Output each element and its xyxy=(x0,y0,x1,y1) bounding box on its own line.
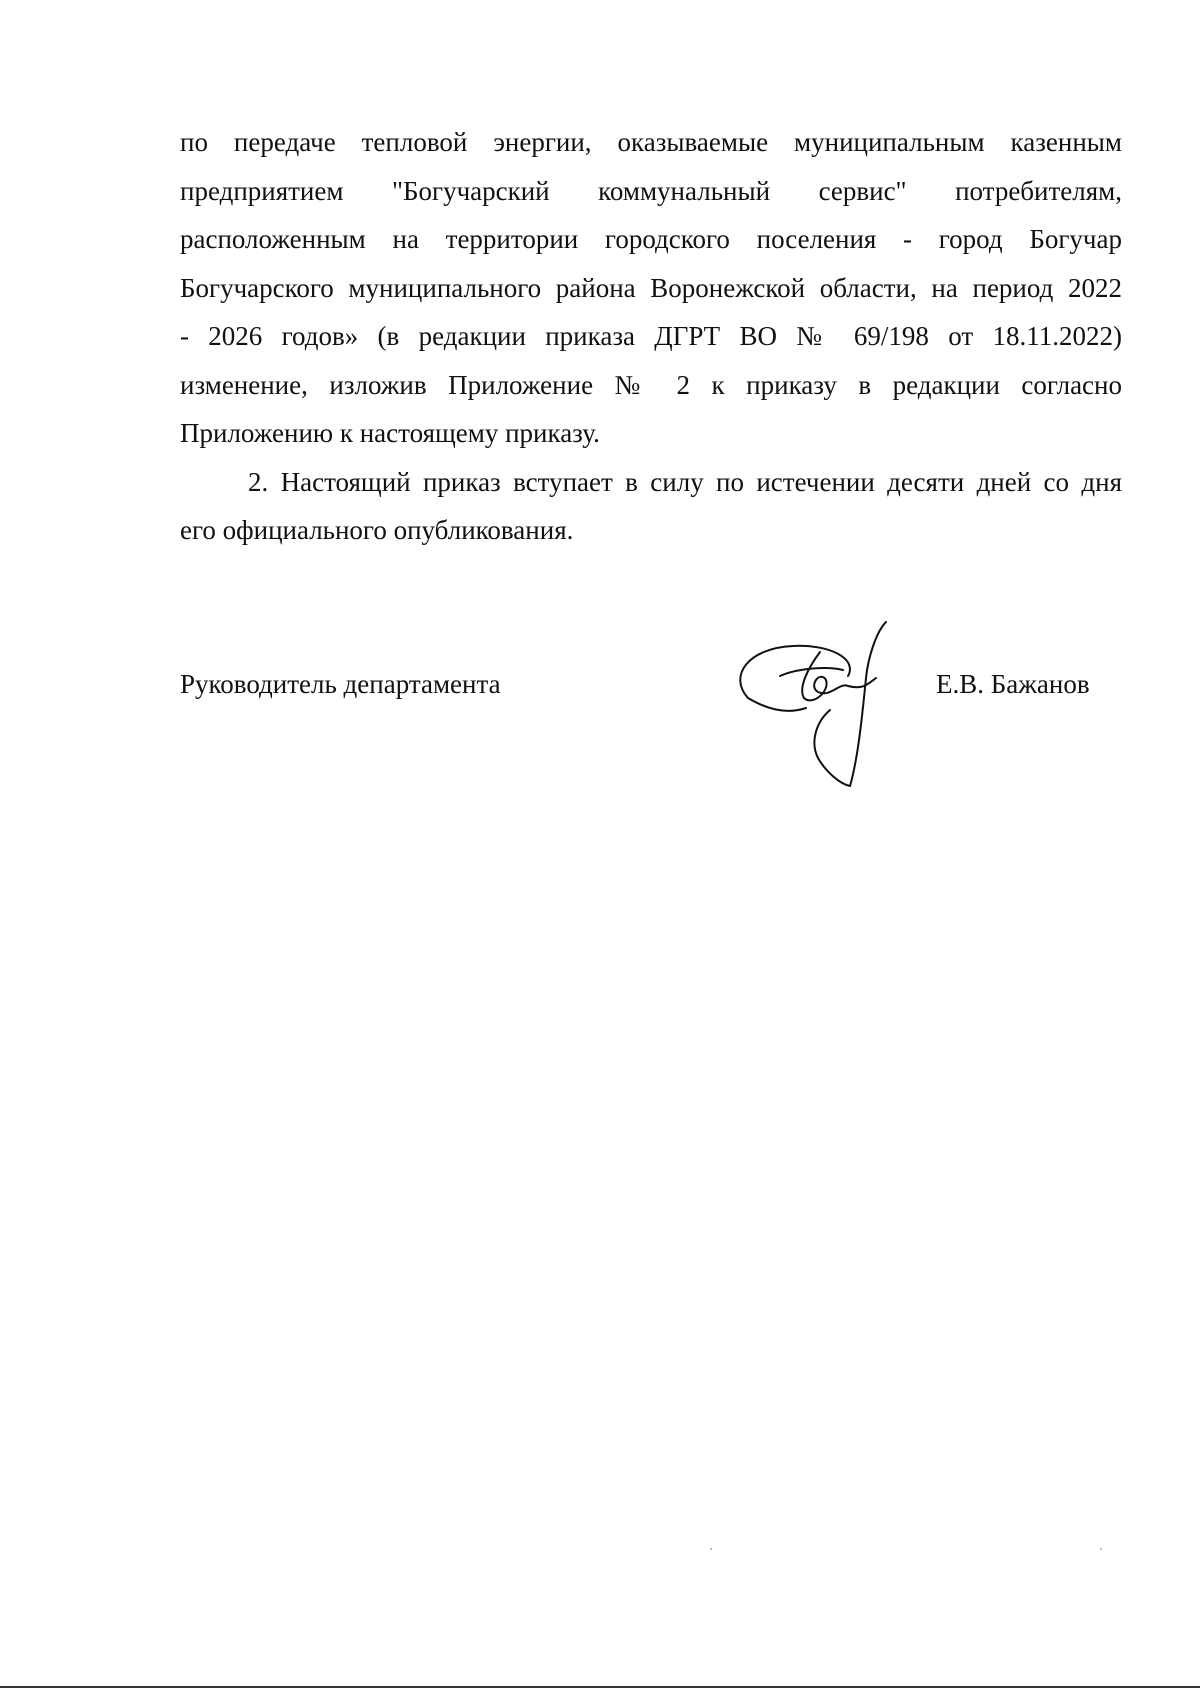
paragraph-2-line-1: 2. Настоящий приказ вступает в силу по истечении десяти дней со дня xyxy=(248,466,1122,497)
document-body xyxy=(180,118,1122,555)
paragraph-1-line-4: Богучарского муниципального района Воронежской области, на период 2022 xyxy=(180,272,1122,303)
paragraph-2-line-2: его официального опубликования. xyxy=(180,515,574,545)
signatory-title: Руководитель департамента xyxy=(180,669,501,699)
scan-bottom-edge xyxy=(0,1686,1200,1688)
paragraph-1-line-2: предприятием "Богучарский коммунальный сервис" потребителям, xyxy=(180,175,1122,206)
scan-speck xyxy=(1100,1548,1102,1550)
paragraph-1-line-1: по передаче тепловой энергии, оказываемые муниципальным казенным xyxy=(180,127,1122,157)
paragraph-1-line-6: изменение, изложив Приложение № 2 к приказу в редакции согласно xyxy=(180,369,1122,400)
signature-block xyxy=(180,660,1122,800)
paragraph-1-line-7: Приложению к настоящему приказу. xyxy=(180,418,600,448)
paragraph-1-line-5: - 2026 годов» (в редакции приказа ДГРТ ВО № 69/198 от 18.11.2022) xyxy=(180,321,1122,351)
handwritten-signature xyxy=(708,618,898,798)
signatory-name: Е.В. Бажанов xyxy=(936,669,1090,699)
paragraph-1-line-3: расположенным на территории городского поселения - город Богучар xyxy=(180,224,1122,254)
scan-speck xyxy=(710,1548,712,1550)
